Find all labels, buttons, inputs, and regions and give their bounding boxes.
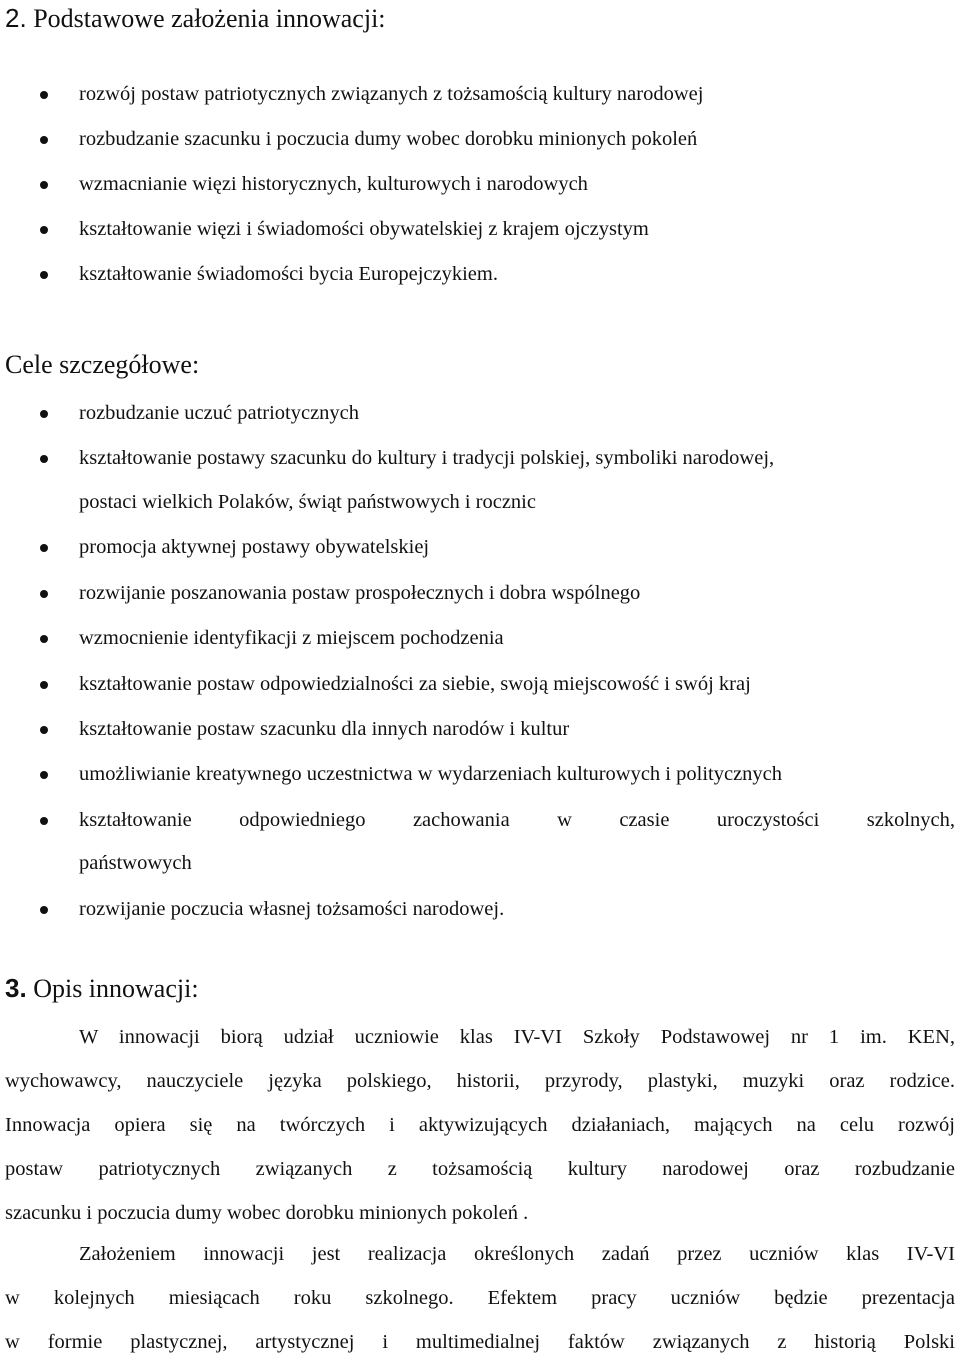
section-2-title: Podstawowe założenia innowacji: xyxy=(26,4,386,33)
section-3-heading xyxy=(5,972,199,1005)
bullet-icon xyxy=(40,635,48,643)
paragraph-line: w formie plastycznej, artystycznej i multimedialnej faktów związanych z historią Polski xyxy=(5,1331,955,1353)
bullet-icon xyxy=(40,771,48,779)
description-paragraph-2 xyxy=(5,1232,955,1364)
paragraph-line: W innowacji biorą udział uczniowie klas IV-VI Szkoły Podstawowej nr 1 im. KEN, xyxy=(79,1026,955,1048)
goals-heading: Cele szczegółowe: xyxy=(5,350,200,379)
bullet-icon xyxy=(40,455,48,463)
section-3-number: 3. xyxy=(5,973,27,1003)
bullet-icon xyxy=(40,91,48,99)
section-2-number: 2. xyxy=(5,3,27,33)
paragraph-line: postaw patriotycznych związanych z tożsamością kultury narodowej oraz rozbudzanie xyxy=(5,1158,955,1180)
paragraph-line: Innowacja opiera się na twórczych i aktywizujących działaniach, mających na celu rozwój xyxy=(5,1114,955,1136)
bullet-icon xyxy=(40,817,48,825)
paragraph-line: Założeniem innowacji jest realizacja określonych zadań przez uczniów klas IV-VI xyxy=(79,1243,955,1265)
bullet-icon xyxy=(40,226,48,234)
paragraph-line: wychowawcy, nauczyciele języka polskiego, historii, przyrody, plastyki, muzyki oraz rodzice. xyxy=(5,1070,955,1092)
bullet-icon xyxy=(40,136,48,144)
bullet-icon xyxy=(40,906,48,914)
section-2-heading xyxy=(5,2,386,35)
bullet-icon xyxy=(40,590,48,598)
description-paragraph-1 xyxy=(5,1015,955,1235)
bullet-icon xyxy=(40,410,48,418)
bullet-icon xyxy=(40,544,48,552)
paragraph-line: szacunku i poczucia dumy wobec dorobku minionych pokoleń . xyxy=(5,1202,529,1224)
bullet-icon xyxy=(40,271,48,279)
bullet-icon xyxy=(40,181,48,189)
section-3-title: Opis innowacji: xyxy=(26,974,199,1003)
paragraph-line: w kolejnych miesiącach roku szkolnego. Efektem pracy uczniów będzie prezentacja xyxy=(5,1287,955,1309)
bullet-icon xyxy=(40,726,48,734)
bullet-icon xyxy=(40,681,48,689)
